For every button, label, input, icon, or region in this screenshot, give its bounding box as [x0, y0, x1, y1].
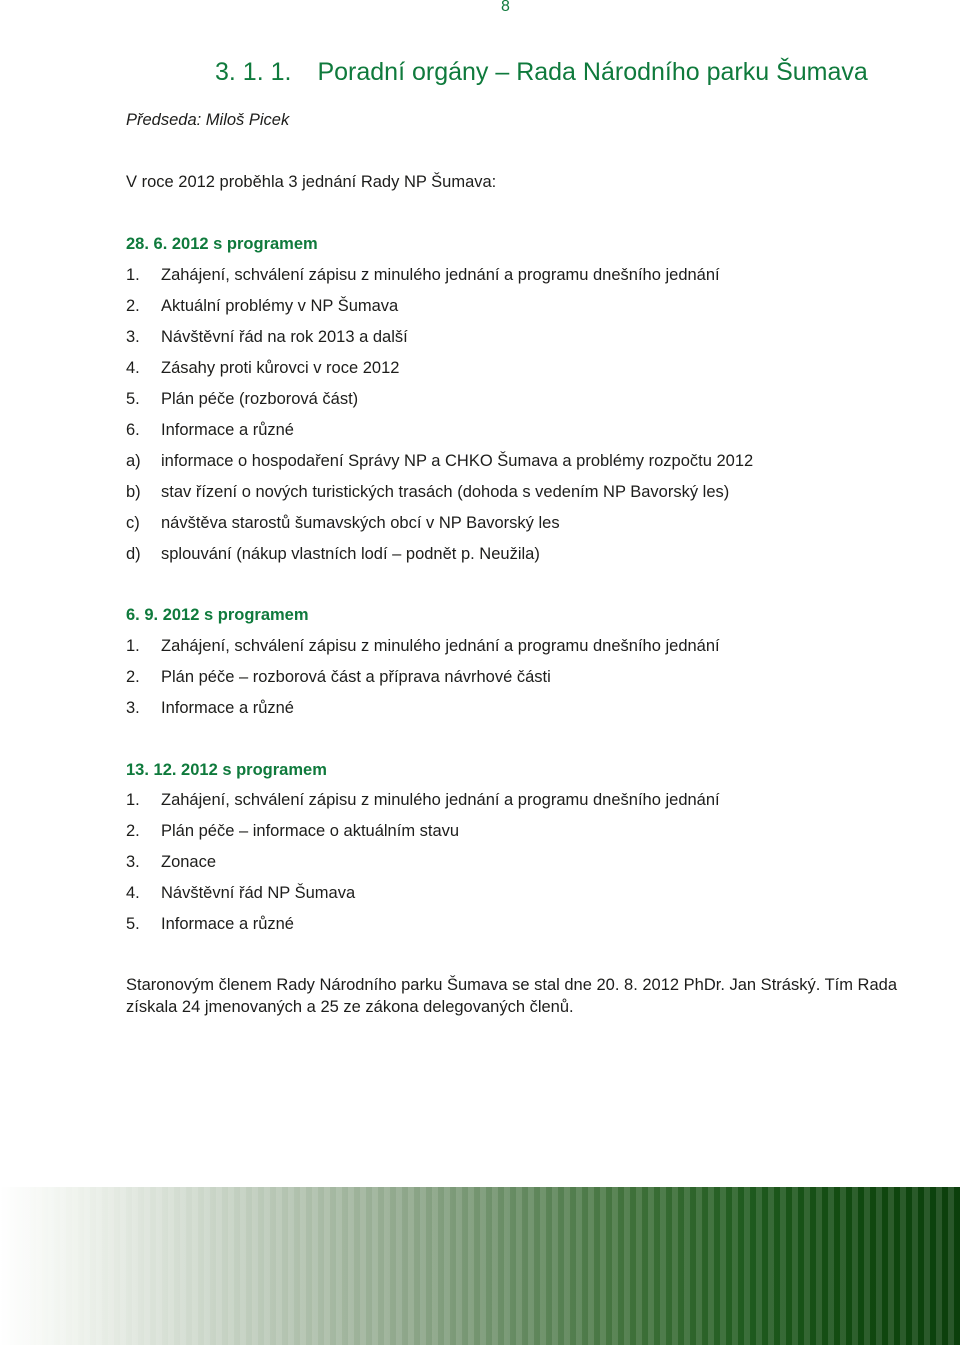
list-marker: 3. — [126, 853, 140, 871]
list-item — [126, 358, 399, 378]
list-marker: 3. — [126, 328, 140, 346]
list-item-text: Návštěvní řád na rok 2013 a další — [161, 328, 408, 346]
list-marker: d) — [126, 545, 141, 563]
sub-list-item — [126, 544, 540, 564]
list-item-text: Informace a různé — [161, 421, 294, 439]
list-item — [126, 420, 294, 440]
list-item-text: Zahájení, schválení zápisu z minulého jednání a programu dnešního jednání — [161, 637, 720, 655]
list-marker: 1. — [126, 266, 140, 284]
list-item — [126, 914, 294, 934]
list-item-text: Plán péče (rozborová část) — [161, 390, 359, 408]
list-marker: 6. — [126, 421, 140, 439]
list-item — [126, 327, 408, 347]
sub-list-item — [126, 451, 753, 471]
sub-list-item — [126, 513, 560, 533]
list-marker: 4. — [126, 359, 140, 377]
list-item — [126, 265, 720, 285]
section-title-text: Poradní orgány – Rada Národního parku Šumava — [317, 58, 868, 86]
list-item-text: Zásahy proti kůrovci v roce 2012 — [161, 359, 400, 377]
list-marker: 1. — [126, 637, 140, 655]
meeting-1-heading: 28. 6. 2012 s programem — [126, 235, 318, 253]
list-marker: 5. — [126, 390, 140, 408]
list-item-text: Návštěvní řád NP Šumava — [161, 884, 356, 902]
sub-list-item — [126, 482, 729, 502]
list-item-text: Plán péče – rozborová část a příprava návrhové části — [161, 668, 551, 686]
decorative-footer-band — [0, 1187, 960, 1345]
list-item — [126, 389, 358, 409]
section-title — [215, 58, 868, 87]
page-number: 8 — [501, 0, 510, 15]
meeting-2-heading: 6. 9. 2012 s programem — [126, 606, 309, 624]
list-item-text: informace o hospodaření Správy NP a CHKO Šumava a problémy rozpočtu 2012 — [161, 452, 754, 470]
closing-paragraph: Staronovým členem Rady Národního parku Šumava se stal dne 20. 8. 2012 PhDr. Jan Stráský. Tím Rada získala 24 jmenovaných a 25 ze zákona delegovaných členů. — [126, 976, 898, 1016]
list-item-text: Plán péče – informace o aktuálním stavu — [161, 822, 460, 840]
list-item-text: splouvání (nákup vlastních lodí – podnět p. Neužila) — [161, 545, 540, 563]
list-marker: 1. — [126, 791, 140, 809]
list-marker: c) — [126, 514, 140, 532]
list-item-text: Zahájení, schválení zápisu z minulého jednání a programu dnešního jednání — [161, 791, 720, 809]
list-marker: 2. — [126, 668, 140, 686]
list-marker: b) — [126, 483, 141, 501]
list-marker: 4. — [126, 884, 140, 902]
list-item — [126, 852, 216, 872]
list-marker: 5. — [126, 915, 140, 933]
list-item — [126, 790, 720, 810]
list-item-text: Zonace — [161, 853, 217, 871]
list-item-text: Aktuální problémy v NP Šumava — [161, 297, 399, 315]
list-item-text: Informace a různé — [161, 915, 294, 933]
list-item-text: Zahájení, schválení zápisu z minulého jednání a programu dnešního jednání — [161, 266, 720, 284]
list-marker: 2. — [126, 822, 140, 840]
list-item-text: návštěva starostů šumavských obcí v NP Bavorský les — [161, 514, 560, 532]
list-item — [126, 296, 398, 316]
list-item — [126, 698, 294, 718]
list-marker: a) — [126, 452, 141, 470]
list-item-text: stav řízení o nových turistických trasách (dohoda s vedením NP Bavorský les) — [161, 483, 730, 501]
list-item — [126, 883, 355, 903]
list-item — [126, 636, 720, 656]
meeting-3-heading: 13. 12. 2012 s programem — [126, 761, 327, 779]
chair-line: Předseda: Miloš Picek — [126, 111, 290, 129]
intro-paragraph: V roce 2012 proběhla 3 jednání Rady NP Šumava: — [126, 173, 497, 191]
list-item — [126, 667, 551, 687]
list-marker: 2. — [126, 297, 140, 315]
list-item-text: Informace a různé — [161, 699, 294, 717]
list-item — [126, 821, 459, 841]
list-marker: 3. — [126, 699, 140, 717]
section-number: 3. 1. 1. — [215, 58, 292, 86]
